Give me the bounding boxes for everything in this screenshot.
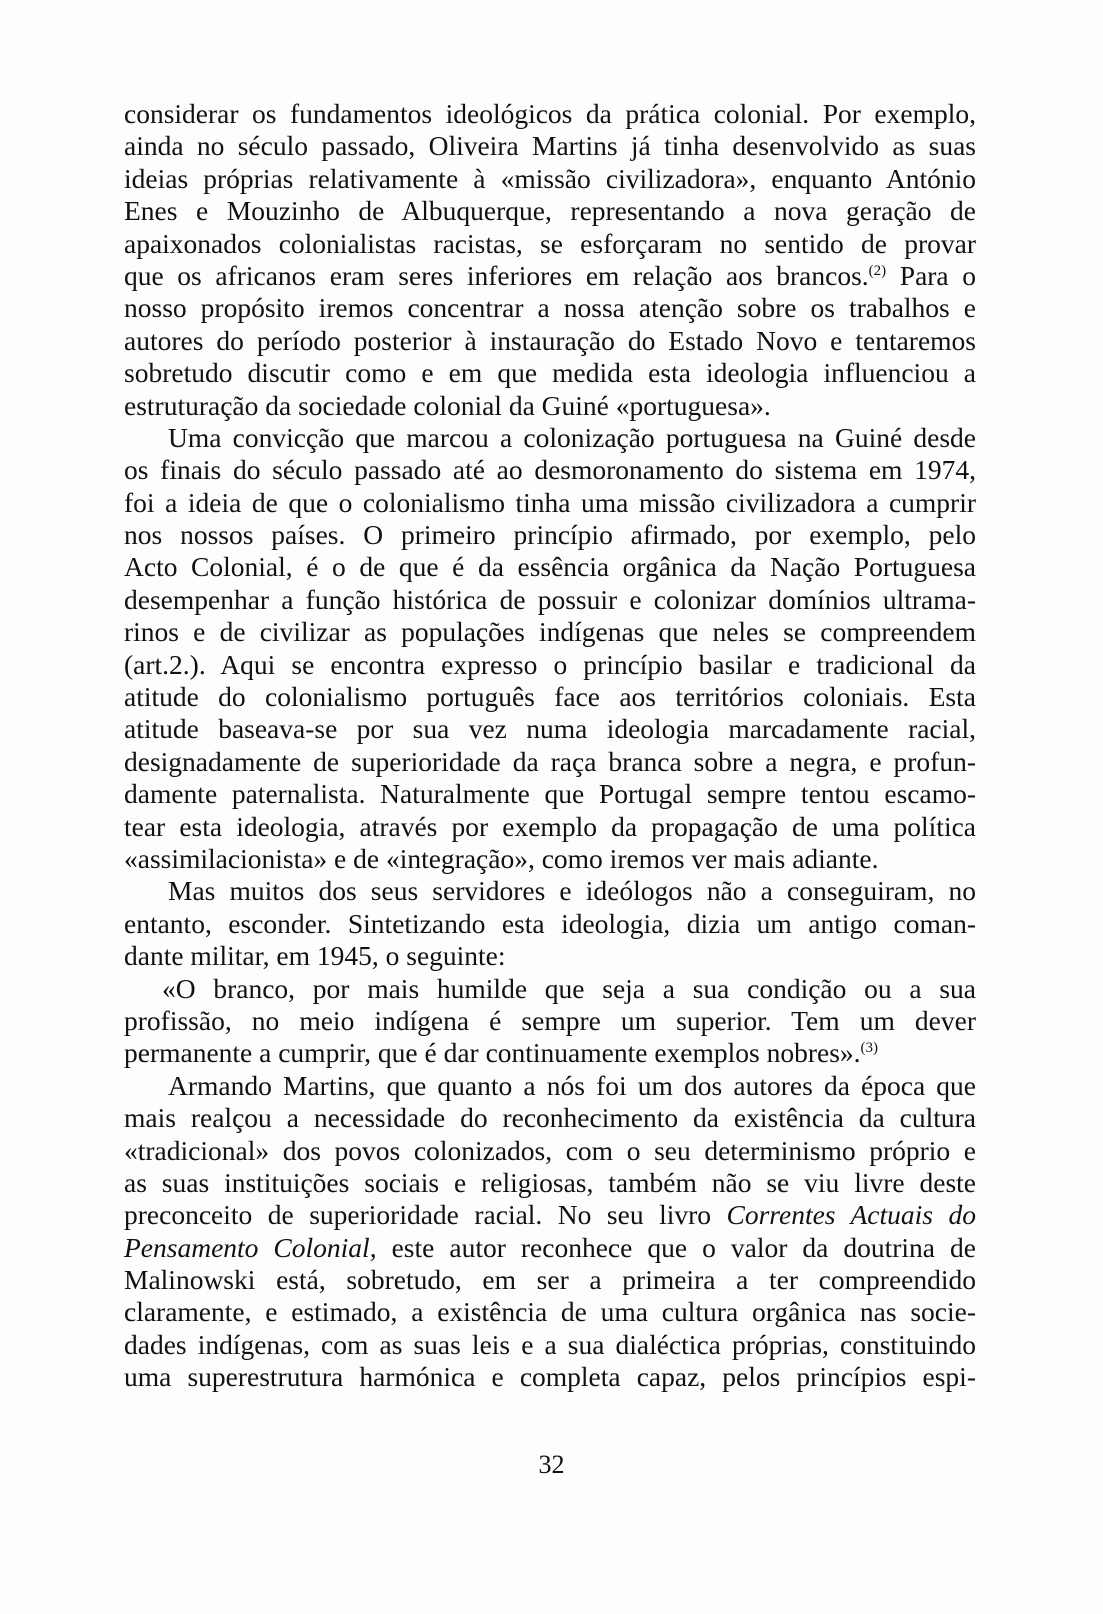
text-line <box>124 551 976 583</box>
text-line <box>124 130 976 162</box>
line-text: autores do período posterior à instauração do Estado Novo e tentaremos <box>124 324 976 356</box>
text-line <box>124 1199 976 1231</box>
line-text: Mas muitos dos seus servidores e ideólogos não a conseguiram, no <box>168 875 976 907</box>
line-text: «O branco, por mais humilde que seja a sua condição ou a sua <box>162 972 976 1004</box>
text-line <box>124 649 976 681</box>
text-line <box>124 908 976 940</box>
text-line <box>124 616 976 648</box>
line-text: claramente, e estimado, a existência de uma cultura orgânica nas socie- <box>124 1296 976 1328</box>
text-line <box>124 778 976 810</box>
text-line <box>124 681 976 713</box>
line-text: Armando Martins, que quanto a nós foi um dos autores da época que <box>168 1069 976 1101</box>
line-text: damente paternalista. Naturalmente que Portugal sempre tentou escamo- <box>124 778 976 810</box>
text-line <box>124 228 976 260</box>
line-text: considerar os fundamentos ideológicos da prática colonial. Por exemplo, <box>124 98 976 129</box>
text-line <box>124 1037 976 1069</box>
text-line <box>124 260 976 292</box>
line-text: ideias próprias relativamente à «missão civilizadora», enquanto António <box>124 162 976 194</box>
line-text: entanto, esconder. Sintetizando esta ideologia, dizia um antigo coman- <box>124 907 976 939</box>
line-text: Enes e Mouzinho de Albuquerque, representando a nova geração de <box>124 195 976 227</box>
text-line <box>124 1329 976 1361</box>
text-line <box>124 163 976 195</box>
line-text: «assimilacionista» e de «integração», como iremos ver mais adiante. <box>124 842 879 874</box>
text-line <box>124 325 976 357</box>
text-line <box>124 422 976 454</box>
text-line <box>124 1167 976 1199</box>
text-line <box>124 1264 976 1296</box>
line-text: atitude baseava-se por sua vez numa ideologia marcadamente racial, <box>124 713 976 745</box>
text-line <box>124 1135 976 1167</box>
text-line <box>124 811 976 843</box>
line-text: permanente a cumprir, que é dar continuamente exemplos nobres». <box>124 1037 861 1069</box>
text-line <box>124 1070 976 1102</box>
text-line <box>124 1296 976 1328</box>
line-text-continuation: Para o <box>886 259 976 291</box>
line-text: as suas instituições sociais e religiosas, também não se viu livre deste <box>124 1166 976 1198</box>
italic-title: Pensamento Colonial, <box>124 1231 377 1263</box>
line-text-continuation: este autor reconhece que o valor da doutrina de <box>376 1231 976 1263</box>
text-line <box>124 1361 976 1393</box>
text-line <box>124 454 976 486</box>
line-text: designadamente de superioridade da raça branca sobre a negra, e profun- <box>124 745 976 777</box>
line-text: profissão, no meio indígena é sempre um superior. Tem um dever <box>124 1004 976 1036</box>
body-text <box>124 98 976 1394</box>
page-number: 32 <box>538 1450 565 1479</box>
text-line <box>124 357 976 389</box>
line-text: uma superestrutura harmónica e completa capaz, pelos princípios espi- <box>124 1361 976 1393</box>
line-text: «tradicional» dos povos colonizados, com o seu determinismo próprio e <box>124 1134 976 1166</box>
line-text: os finais do século passado até ao desmoronamento do sistema em 1974, <box>124 454 976 486</box>
line-text: tear esta ideologia, através por exemplo da propagação de uma política <box>124 810 976 842</box>
line-text: nosso propósito iremos concentrar a nossa atenção sobre os trabalhos e <box>124 292 976 324</box>
footnote-marker: (3) <box>860 1040 879 1057</box>
text-line <box>124 195 976 227</box>
text-line <box>124 292 976 324</box>
line-text: dante militar, em 1945, o seguinte: <box>124 940 506 972</box>
line-text: que os africanos eram seres inferiores em relação aos brancos. <box>124 259 869 291</box>
text-line <box>124 940 976 972</box>
line-text: desempenhar a função histórica de possuir e colonizar domínios ultrama- <box>124 583 976 615</box>
line-text: foi a ideia de que o colonialismo tinha uma missão civilizadora a cumprir <box>124 486 976 518</box>
text-line <box>124 746 976 778</box>
text-line <box>124 1232 976 1264</box>
line-text: preconceito de superioridade racial. No seu livro <box>124 1199 727 1231</box>
line-text: nos nossos países. O primeiro princípio afirmado, por exemplo, pelo <box>124 519 976 551</box>
line-text: Uma convicção que marcou a colonização portuguesa na Guiné desde <box>168 421 976 453</box>
text-line <box>124 390 976 422</box>
text-line <box>124 98 976 130</box>
text-line <box>124 713 976 745</box>
line-text: rinos e de civilizar as populações indígenas que neles se compreendem <box>124 616 976 648</box>
line-text: ainda no século passado, Oliveira Martins já tinha desenvolvido as suas <box>124 130 976 162</box>
text-line <box>124 1102 976 1134</box>
text-line <box>124 875 976 907</box>
italic-title: Correntes Actuais do <box>726 1199 976 1231</box>
line-text: sobretudo discutir como e em que medida esta ideologia influenciou a <box>124 357 976 389</box>
line-text: mais realçou a necessidade do reconhecimento da existência da cultura <box>124 1102 976 1134</box>
text-line <box>124 973 976 1005</box>
text-line <box>124 843 976 875</box>
text-line <box>124 487 976 519</box>
line-text: atitude do colonialismo português face aos territórios coloniais. Esta <box>124 681 976 713</box>
line-text: estruturação da sociedade colonial da Guiné «portuguesa». <box>124 389 771 421</box>
footnote-marker: (2) <box>868 262 887 279</box>
line-text: dades indígenas, com as suas leis e a sua dialéctica próprias, constituindo <box>124 1328 976 1360</box>
line-text: Acto Colonial, é o de que é da essência orgânica da Nação Portuguesa <box>124 551 976 583</box>
line-text: Malinowski está, sobretudo, em ser a primeira a ter compreendido <box>124 1264 976 1296</box>
text-line <box>124 1005 976 1037</box>
line-text: apaixonados colonialistas racistas, se esforçaram no sentido de provar <box>124 227 976 259</box>
line-text: (art.2.). Aqui se encontra expresso o princípio basilar e tradicional da <box>124 648 976 680</box>
text-line <box>124 519 976 551</box>
text-line <box>124 584 976 616</box>
